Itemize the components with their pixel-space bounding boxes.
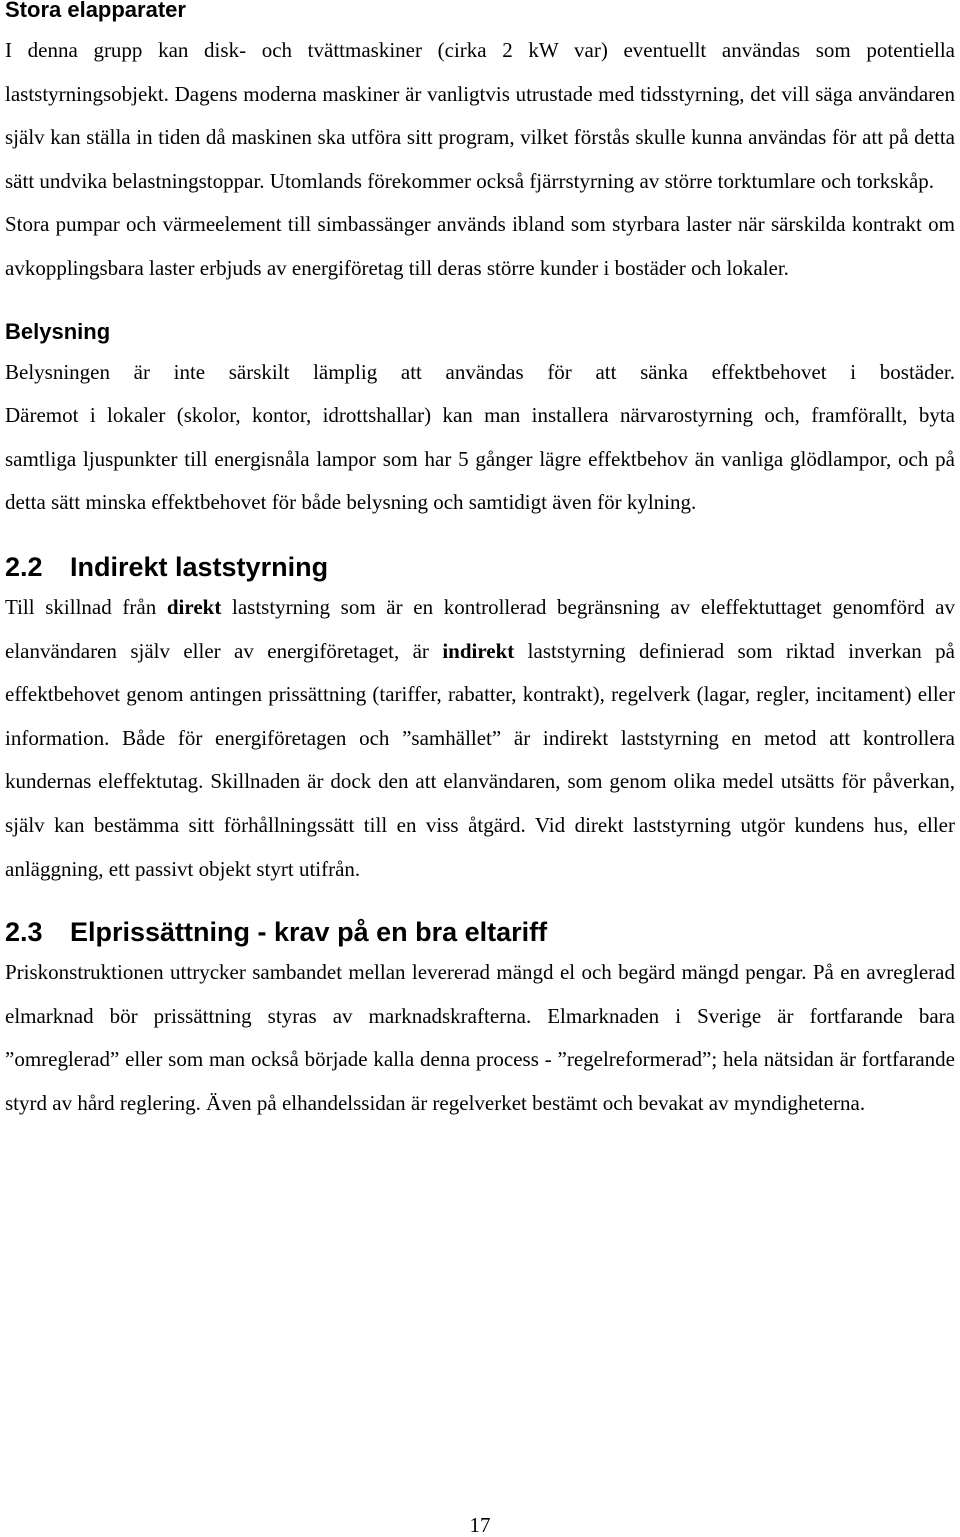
paragraph-elprissattning: Priskonstruktionen uttrycker sambandet mellan levererad mängd el och begärd mängd pengar. På en avreglerad elmarknad bör prissättning styras av marknadskrafterna. Elmarknaden i Sverige är fortfarande bara ”omreglerad” eller som man också började kalla denna process - ”regelreformerad”; hela nätsidan är fortfarande styrd av hård reglering. Även på elhandelssidan är regelverket bestämt och bevakat av myndigheterna. bbox=[5, 960, 955, 1115]
paragraph-belysning-1: Belysningen är inte särskilt lämplig att användas för att sänka effektbehovet i bostäder. bbox=[5, 359, 955, 384]
section-title: Elprissättning - krav på en bra eltariff bbox=[70, 917, 548, 948]
emphasis-indirekt: indirekt bbox=[442, 638, 515, 663]
document-page bbox=[5, 0, 955, 1125]
paragraph-stora-1: I denna grupp kan disk- och tvättmaskiner (cirka 2 kW var) eventuellt användas som potentiella laststyrningsobjekt. Dagens moderna maskiner är vanligtvis utrustade med tidsstyrning, det vill säga användaren själv kan ställa in tiden då maskinen ska utföra sitt program, vilket förstås skulle kunna användas för att på detta sätt undvika belastningstoppar. Utomlands förekommer också fjärrstyrning av större torktumlare och torkskåp. bbox=[5, 38, 955, 193]
section-number: 2.3 bbox=[5, 917, 43, 948]
text-run: Till skillnad från bbox=[5, 594, 167, 619]
heading-section-2-3 bbox=[5, 917, 955, 947]
emphasis-direkt: direkt bbox=[166, 594, 222, 619]
text-run: laststyrning som är en kontrollerad begränsning av eleffektuttaget genomförd av elanvändaren själv eller av energiföretaget, är bbox=[5, 594, 955, 663]
heading-stora-elapparater: Stora elapparater bbox=[5, 0, 186, 22]
section-title: Indirekt laststyrning bbox=[70, 551, 329, 582]
section-number: 2.2 bbox=[5, 551, 43, 582]
heading-section-2-2 bbox=[5, 552, 955, 582]
text-run: laststyrning definierad som riktad inverkan på effektbehovet genom antingen prissättning (tariffer, rabatter, kontrakt), regelverk (lagar, regler, incitament) eller information. Både för energiföretagen och ”samhället” är indirekt laststyrning en metod att kontrollera kundernas eleffektutag. Skillnaden är dock den att elanvändaren, som genom olika medel utsätts för påverkan, själv kan bestämma sitt förhållningssätt till en viss åtgärd. Vid direkt laststyrning utgör kundens hus, eller anläggning, ett passivt objekt styrt utifrån. bbox=[5, 638, 955, 881]
heading-belysning: Belysning bbox=[5, 318, 111, 344]
paragraph-belysning-2: Däremot i lokaler (skolor, kontor, idrottshallar) kan man installera närvarostyrning och, framförallt, byta samtliga ljuspunkter till energisnåla lampor som har 5 gånger lägre effektbehov än vanliga glödlampor, och på detta sätt minska effektbehovet för både belysning och samtidigt även för kylning. bbox=[5, 403, 955, 515]
paragraph-stora-2: Stora pumpar och värmeelement till simbassänger används ibland som styrbara laster när särskilda kontrakt om avkopplingsbara laster erbjuds av energiföretag till deras större kunder i bostäder och lokaler. bbox=[5, 212, 955, 280]
page-number: 17 bbox=[469, 1513, 491, 1537]
paragraph-indirekt-laststyrning bbox=[5, 586, 955, 891]
